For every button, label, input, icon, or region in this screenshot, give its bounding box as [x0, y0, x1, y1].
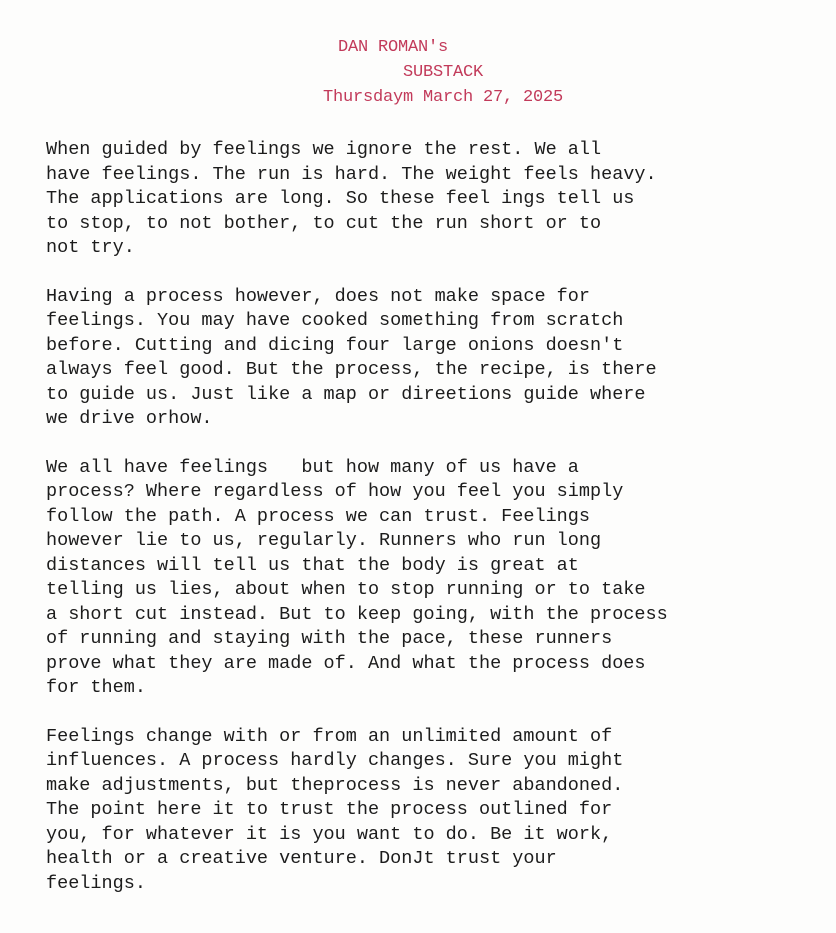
author-name: DAN ROMAN's — [337, 38, 449, 57]
text-line: of running and staying with the pace, these runners — [46, 628, 613, 649]
text-line: a short cut instead. But to keep going, with the process — [46, 603, 668, 625]
text-line: When guided by feelings we ignore the rest. We all — [46, 139, 602, 160]
text-line: distances will tell us that the body is great at — [46, 554, 579, 576]
text-line: for them. — [46, 677, 146, 698]
text-line: however lie to us, regularly. Runners who run long — [46, 530, 602, 551]
article-body — [46, 138, 826, 920]
text-line: We all have feelings but how many of us have a — [46, 456, 579, 478]
text-line: Having a process however, does not make space for — [46, 285, 590, 307]
paragraph — [46, 725, 826, 897]
paragraph — [46, 285, 826, 432]
text-line: make adjustments, but theprocess is never abandoned. — [46, 774, 624, 796]
text-line: The applications are long. So these feel ings tell us — [46, 188, 635, 209]
text-line: we drive orhow. — [46, 408, 213, 429]
text-line: to stop, to not bother, to cut the run short or to — [46, 212, 602, 234]
text-line: influences. A process hardly changes. Sure you might — [46, 750, 624, 771]
text-line: feelings. You may have cooked something from scratch — [46, 310, 624, 331]
text-line: you, for whatever it is you want to do. Be it work, — [46, 823, 613, 845]
text-line: telling us lies, about when to stop running or to take — [46, 579, 646, 600]
text-line: not try. — [46, 237, 135, 258]
paragraph — [46, 456, 826, 701]
text-line: prove what they are made of. And what the process does — [46, 652, 646, 674]
paragraph — [46, 138, 826, 261]
publication-name: SUBSTACK — [402, 63, 483, 82]
text-line: have feelings. The run is hard. The weight feels heavy. — [46, 163, 657, 185]
text-line: Feelings change with or from an unlimited amount of — [46, 725, 613, 747]
text-line: health or a creative venture. DonJt trust your — [46, 848, 557, 869]
date-line: Thursdaym March 27, 2025 — [322, 88, 564, 107]
text-line: follow the path. A process we can trust. Feelings — [46, 505, 590, 527]
text-line: The point here it to trust the process outlined for — [46, 799, 613, 820]
text-line: always feel good. But the process, the recipe, is there — [46, 359, 657, 380]
text-line: feelings. — [46, 872, 146, 894]
page-header — [0, 35, 836, 110]
text-line: process? Where regardless of how you feel you simply — [46, 481, 624, 502]
text-line: to guide us. Just like a map or direetions guide where — [46, 383, 646, 405]
text-line: before. Cutting and dicing four large onions doesn't — [46, 334, 624, 356]
